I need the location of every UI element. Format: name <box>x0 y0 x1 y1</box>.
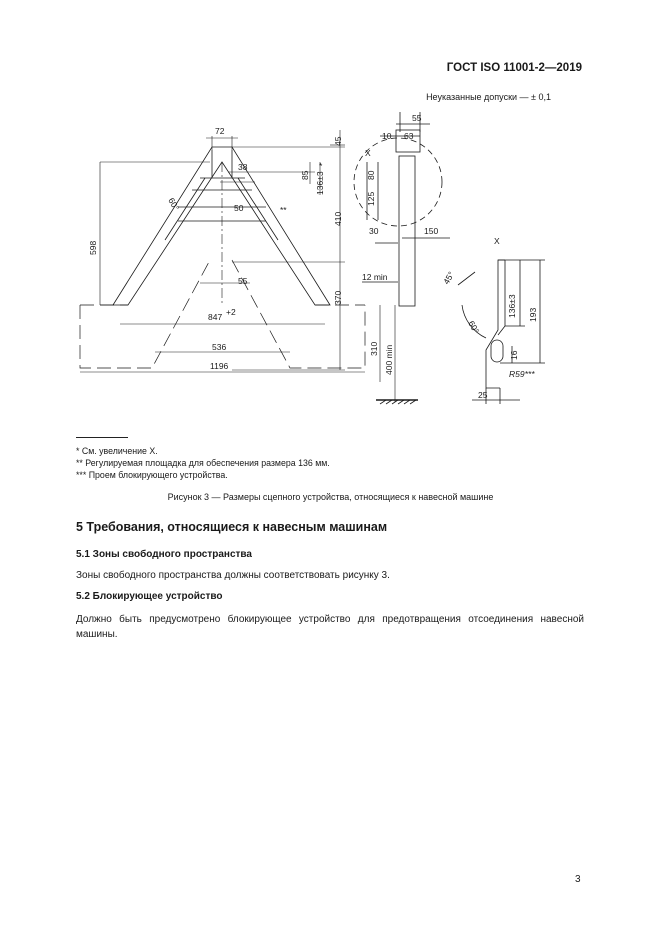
dim-193: 193 <box>528 307 538 322</box>
dim-136: 136±3 <box>315 171 325 195</box>
footnote-2: ** Регулируемая площадка для обеспечения размера 136 мм. <box>76 458 330 468</box>
footnote-3: *** Проем блокирующего устройства. <box>76 470 228 480</box>
dim-1196: 1196 <box>210 361 229 371</box>
figure-3-drawing <box>0 100 661 420</box>
section-5-1-title: 5.1 Зоны свободного пространства <box>76 549 252 560</box>
dim-370: 370 <box>333 290 343 305</box>
dim-136-mark: * <box>319 161 323 171</box>
dim-38: 38 <box>238 162 248 172</box>
dim-150: 150 <box>424 226 439 236</box>
dim-80: 80 <box>366 170 376 180</box>
dim-60b: 60° <box>466 319 482 336</box>
dim-60a: 60° <box>166 196 182 213</box>
dim-r59: R59*** <box>509 369 535 379</box>
dim-45: 45 <box>333 136 343 146</box>
dim-50: 50 <box>234 203 244 213</box>
dim-25: 25 <box>478 390 488 400</box>
dim-45deg: 45° <box>441 269 457 286</box>
section-5-2-text: Должно быть предусмотрено блокирующее устройство для предотвращения отсоединения навесной машины. <box>76 614 584 640</box>
dim-55b: 55 <box>412 113 422 123</box>
dim-310: 310 <box>369 341 379 356</box>
figure-caption: Рисунок 3 — Размеры сцепного устройства, относящиеся к навесной машине <box>167 492 494 502</box>
dim-536: 536 <box>212 342 227 352</box>
footnote-rule <box>76 437 128 438</box>
dim-30: 30 <box>369 226 379 236</box>
dim-598: 598 <box>88 240 98 255</box>
dim-85: 85 <box>300 170 310 180</box>
label-x-1: X <box>365 148 371 158</box>
dim-125: 125 <box>366 191 376 206</box>
dim-410: 410 <box>333 211 343 226</box>
dim-72: 72 <box>215 126 225 136</box>
dim-847: 847 <box>208 312 223 322</box>
dim-400: 400 min <box>384 344 394 375</box>
section-5-1-text: Зоны свободного пространства должны соответствовать рисунку 3. <box>76 570 390 581</box>
label-x-2: X <box>494 236 500 246</box>
dim-stars: ** <box>280 205 287 215</box>
dim-63: 63 <box>404 131 414 141</box>
dim-55: 55 <box>238 276 248 286</box>
dim-16: 16 <box>509 350 519 360</box>
page-number: 3 <box>575 874 581 885</box>
footnote-1: * См. увеличение X. <box>76 446 158 456</box>
standard-header: ГОСТ ISO 11001-2—2019 <box>446 62 582 74</box>
tolerance-note: Неуказанные допуски — ± 0,1 <box>426 92 551 102</box>
dimension-labels <box>88 113 538 400</box>
a-frame-structure <box>113 147 330 305</box>
dim-136b: 136±3 <box>507 294 517 318</box>
section-5-title: 5 Требования, относящиеся к навесным машинам <box>76 520 388 534</box>
dim-847-tol: +2 <box>226 307 236 317</box>
section-5-2-title: 5.2 Блокирующее устройство <box>76 591 223 602</box>
dim-10: 10 <box>382 131 392 141</box>
dim-12min: 12 min <box>362 272 388 282</box>
